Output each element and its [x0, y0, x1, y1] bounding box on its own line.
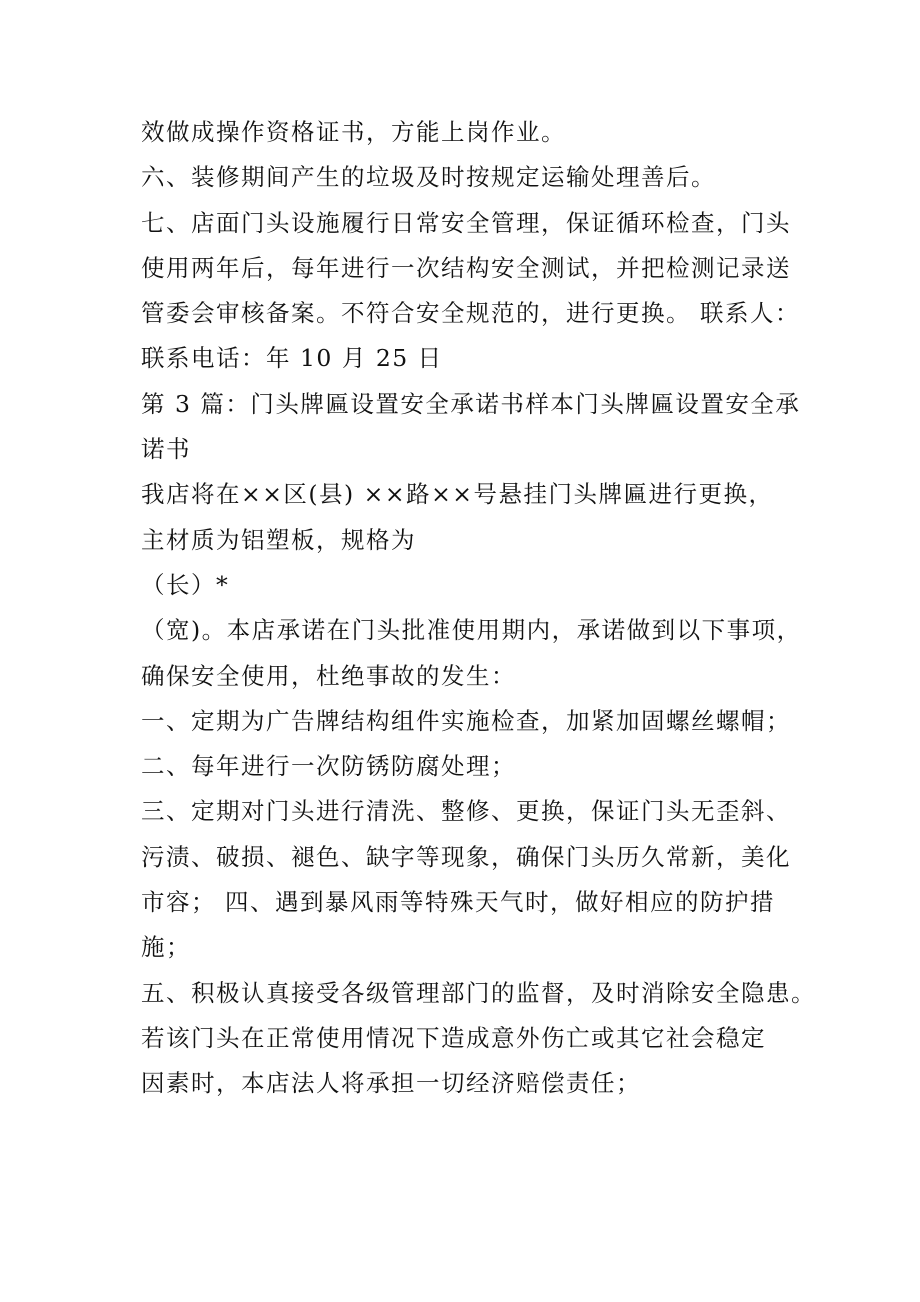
section-heading-continued: 诺书	[141, 435, 191, 464]
text-line: 三、定期对门头进行清洗、整修、更换，保证门头无歪斜、	[141, 797, 791, 826]
text-line: 使用两年后，每年进行一次结构安全测试，并把检测记录送	[141, 253, 791, 282]
text-line: 市容； 四、遇到暴风雨等特殊天气时，做好相应的防护措	[141, 888, 775, 917]
text-line: 我店将在××区(县) ××路××号悬挂门头牌匾进行更换，	[141, 480, 774, 509]
text-line: 联系电话：年 10 月 25 日	[141, 344, 443, 373]
text-line: （宽)。本店承诺在门头批准使用期内，承诺做到以下事项，	[141, 616, 802, 645]
text-line: 主材质为铝塑板，规格为	[141, 525, 416, 554]
text-line: 六、装修期间产生的垃圾及时按规定运输处理善后。	[141, 163, 716, 192]
text-line: 五、积极认真接受各级管理部门的监督，及时消除安全隐患。	[141, 978, 816, 1007]
text-line: 二、每年进行一次防锈防腐处理；	[141, 752, 516, 781]
text-line: 七、店面门头设施履行日常安全管理，保证循环检查，门头	[141, 208, 791, 237]
text-line: 一、定期为广告牌结构组件实施检查，加紧加固螺丝螺帽；	[141, 706, 791, 735]
text-line: 施；	[141, 933, 191, 962]
text-line: 效做成操作资格证书，方能上岗作业。	[141, 118, 566, 146]
text-line: 污渍、破损、褪色、缺字等现象，确保门头历久常新，美化	[141, 842, 791, 871]
document-body	[141, 110, 816, 1107]
section-heading: 第 3 篇：门头牌匾设置安全承诺书样本门头牌匾设置安全承	[141, 389, 801, 418]
text-line: 确保安全使用，杜绝事故的发生：	[141, 661, 516, 690]
text-line: （长）*	[141, 570, 230, 599]
text-line: 若该门头在正常使用情况下造成意外伤亡或其它社会稳定	[141, 1023, 766, 1052]
text-line: 因素时，本店法人将承担一切经济赔偿责任；	[141, 1069, 641, 1098]
text-line: 管委会审核备案。不符合安全规范的，进行更换。 联系人：	[141, 299, 800, 328]
